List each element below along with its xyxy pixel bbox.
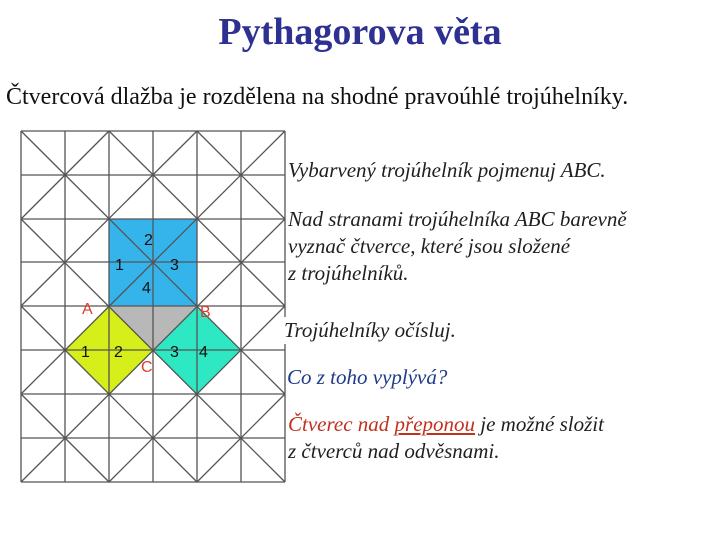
page-title: Pythagorova věta [218,11,502,53]
task-name-triangle: Vybarvený trojúhelník pojmenuj ABC. [288,158,606,182]
task-conclusion [288,411,604,465]
yellow-number-1: 1 [81,344,90,361]
blue-number-3: 3 [170,257,179,274]
vertex-label-c: C [141,359,153,376]
blue-number-1: 1 [115,257,124,274]
task-number-triangles: Trojúhelníky očísluj. [284,318,456,342]
task-question: Co z toho vyplývá? [287,365,448,389]
cyan-number-3: 3 [170,344,179,361]
conclusion-line2: z čtverců nad odvěsnami. [288,439,500,463]
vertex-label-a: A [82,301,93,318]
task-color-squares-line1: Nad stranami trojúhelníka ABC barevně [288,207,627,231]
subtitle: Čtvercová dlažba je rozdělena na shodné pravoúhlé trojúhelníky. [6,84,629,110]
task-color-squares-line3: z trojúhelníků. [288,261,409,285]
vertex-label-b: B [200,304,211,321]
conclusion-part1: Čtverec nad [288,412,395,436]
blue-number-4: 4 [142,280,151,297]
conclusion-line1 [288,411,604,438]
yellow-number-2: 2 [114,344,123,361]
task-color-squares [288,206,627,287]
conclusion-part3: je možné složit [475,412,604,436]
tile-grid [21,131,285,482]
blue-number-2: 2 [144,232,153,249]
task-color-squares-line2: vyznač čtverce, které jsou složené [288,234,571,258]
conclusion-hypotenuse: přeponou [394,412,476,436]
cyan-number-4: 4 [199,344,208,361]
